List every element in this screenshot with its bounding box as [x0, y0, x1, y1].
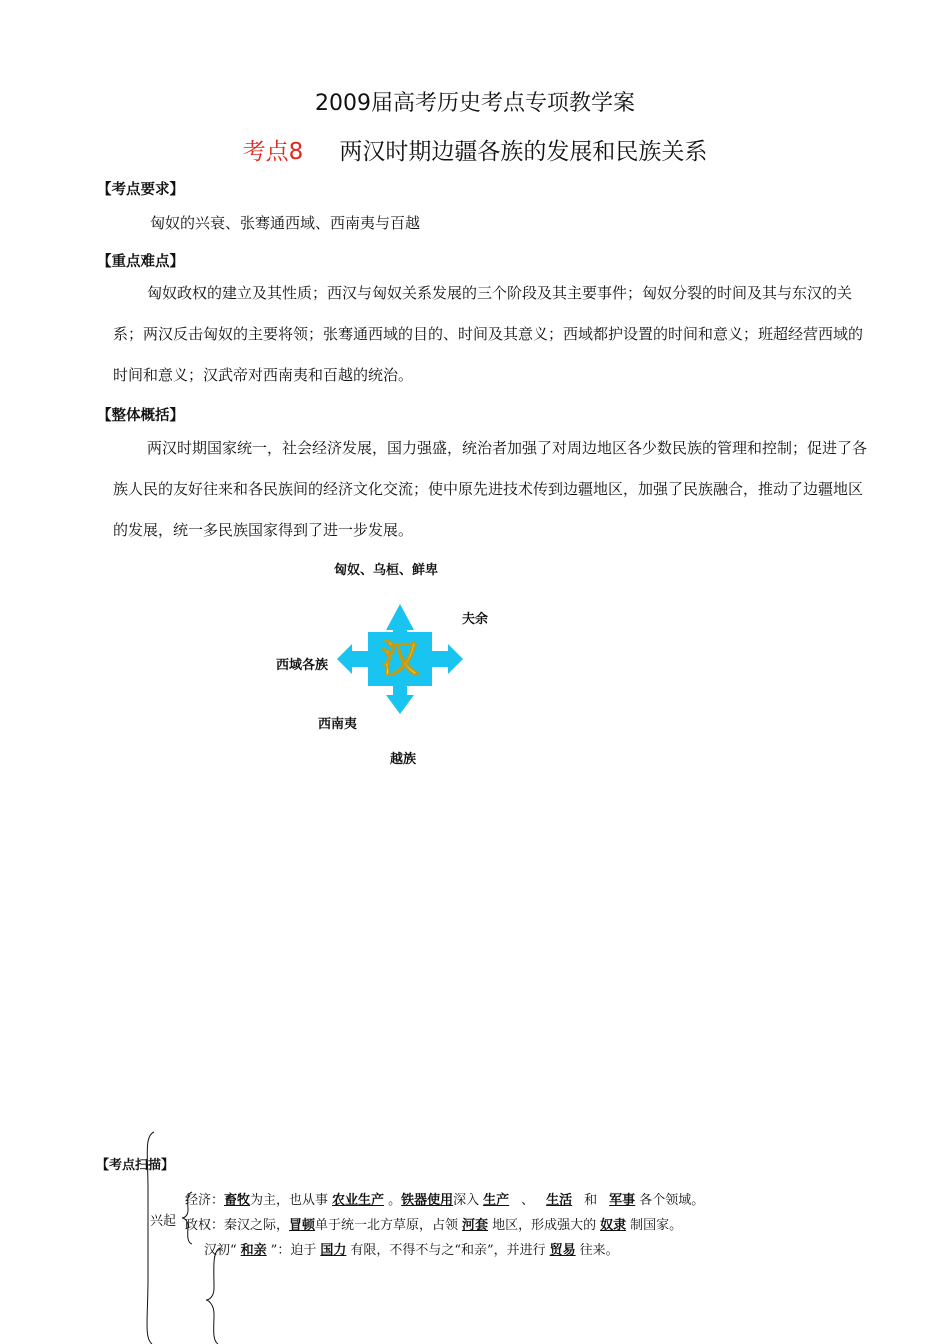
requirements-heading: 【考点要求】 [97, 182, 184, 198]
label-north: 匈奴、乌桓、鲜卑 [334, 563, 439, 578]
subtitle-label: 考点8 [242, 139, 304, 165]
answer-blank: 农业生产 [332, 1193, 385, 1208]
answer-blank: 冒顿 [289, 1218, 316, 1233]
bracket-lines [140, 1128, 230, 1344]
scan-line-economy [185, 1189, 704, 1208]
answer-blank: 贸易 [549, 1243, 576, 1258]
text-segment: 地区，形成强大的 [492, 1218, 597, 1233]
scan-heading: 【考点扫描】 [96, 1158, 175, 1173]
key-points-heading: 【重点难点】 [97, 254, 184, 270]
answer-blank: 和亲 [240, 1243, 267, 1258]
text-segment: 政权：秦汉之际， [185, 1218, 290, 1233]
lower-brace-icon [206, 1248, 220, 1344]
map-center-char: 汉 [380, 637, 420, 681]
text-segment: 为主，也从事 [250, 1193, 329, 1208]
lesson-subtitle [0, 133, 950, 166]
answer-blank: 军事 [609, 1193, 636, 1208]
text-segment: 往来。 [579, 1243, 619, 1258]
text-segment: 各个领域。 [639, 1193, 705, 1208]
key-points-text: 匈奴政权的建立及其性质；西汉与匈奴关系发展的三个阶段及其主要事件；匈奴分裂的时间及其与东汉的关系；两汉反击匈奴的主要将领；张骞通西域的目的、时间及其意义；西域都护设置的时间和意义；班超经营西域的时间和意义；汉武帝对西南夷和百越的统治。 [113, 284, 864, 384]
label-southwest: 西南夷 [318, 717, 358, 732]
label-northeast: 夫余 [462, 612, 489, 627]
text-segment: 有限，不得不与之“和亲”，并进行 [350, 1243, 546, 1258]
text-segment: 单于统一北方草原，占领 [315, 1218, 459, 1233]
answer-blank: 河套 [462, 1218, 489, 1233]
document-title: 2009届高考历史考点专项教学案 [315, 91, 635, 116]
rise-label: 兴起 [150, 1214, 177, 1229]
big-brace-icon [147, 1132, 154, 1344]
scan-line-heqin [204, 1239, 619, 1258]
label-south: 越族 [390, 752, 417, 767]
answer-blank: 生产 [483, 1193, 510, 1208]
answer-blank: 奴隶 [600, 1218, 627, 1233]
answer-blank: 生活 [546, 1193, 573, 1208]
cross-arrows-diagram [335, 602, 465, 716]
requirements-text: 匈奴的兴衰、张骞通西域、西南夷与百越 [150, 214, 421, 232]
text-segment: ”：迫于 [270, 1243, 317, 1258]
text-segment: 汉初“ [204, 1243, 237, 1258]
answer-blank: 畜牧 [224, 1193, 251, 1208]
scan-line-polity [185, 1214, 682, 1233]
overview-heading: 【整体概括】 [97, 408, 184, 424]
answer-blank: 铁器使用 [401, 1193, 454, 1208]
answer-blank: 国力 [320, 1243, 347, 1258]
text-segment: 经济： [185, 1193, 225, 1208]
overview-text: 两汉时期国家统一，社会经济发展，国力强盛，统治者加强了对周边地区各少数民族的管理和控制；促进了各族人民的友好往来和各民族间的经济文化交流；使中原先进技术传到边疆地区，加强了民族融合，推动了边疆地区的发展，统一多民族国家得到了进一步发展。 [113, 439, 868, 539]
subtitle-text: 两汉时期边疆各族的发展和民族关系 [339, 139, 708, 165]
text-segment: 和 [584, 1193, 598, 1208]
label-west: 西域各族 [276, 658, 329, 673]
text-segment: 、 [521, 1193, 535, 1208]
text-segment: 深入 [453, 1193, 480, 1208]
text-segment: 制国家。 [630, 1218, 683, 1233]
text-segment: 。 [388, 1193, 402, 1208]
